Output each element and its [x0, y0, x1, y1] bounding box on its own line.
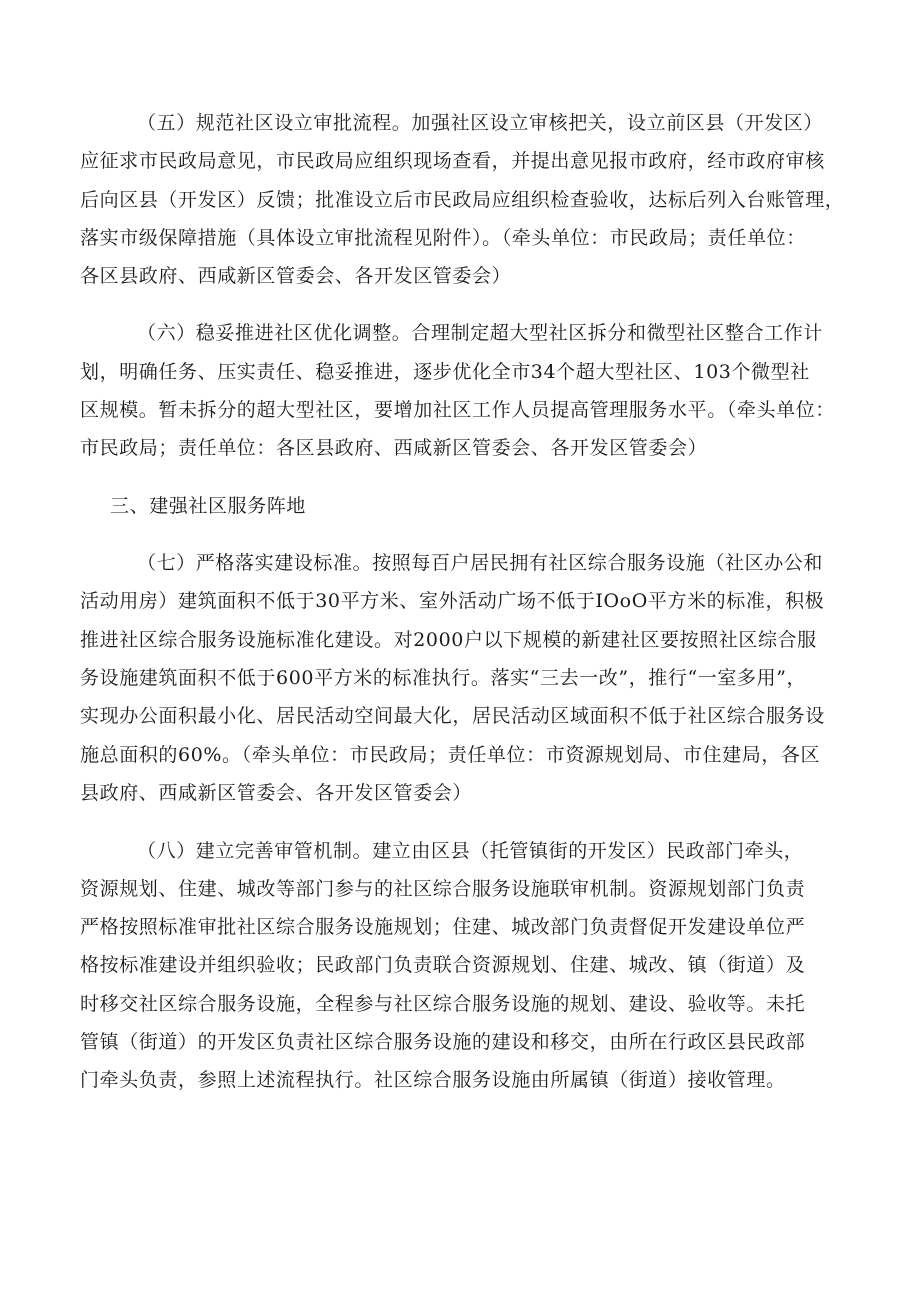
text-line: （八）建立完善审管机制。建立由区县（托管镇街的开发区）民政部门牵头， — [137, 840, 804, 862]
text-line: 推进社区综合服务设施标准化建设。对2000户以下规模的新建社区要按照社区综合服 — [80, 629, 817, 651]
text-line: 市民政局；责任单位：各区县政府、西咸新区管委会、各开发区管委会） — [80, 437, 708, 459]
text-line: 实现办公面积最小化、居民活动空间最大化，居民活动区域面积不低于社区综合服务设 — [80, 705, 825, 727]
text-line: 资源规划、住建、城改等部门参与的社区综合服务设施联审机制。资源规划部门负责 — [80, 878, 806, 900]
text-line: 严格按照标准审批社区综合服务设施规划；住建、城改部门负责督促开发建设单位严 — [80, 916, 806, 938]
text-line: 应征求市民政局意见，市民政局应组织现场查看，并提出意见报市政府，经市政府审核 — [80, 150, 825, 172]
section-heading-text: 三、建强社区服务阵地 — [110, 495, 307, 517]
text-line: 活动用房）建筑面积不低于30平方米、室外活动广场不低于IOoO平方米的标准，积极 — [80, 590, 825, 612]
text-line: 区规模。暂未拆分的超大型社区，要增加社区工作人员提高管理服务水平。（牵头单位： — [80, 399, 835, 421]
text-line: 各区县政府、西咸新区管委会、各开发区管委会） — [80, 265, 512, 287]
text-line: 格按标准建设并组织验收；民政部门负责联合资源规划、住建、城改、镇（街道）及 — [80, 954, 806, 976]
text-line: 务设施建筑面积不低于600平方米的标准执行。落实“三去一改”，推行“一室多用”， — [80, 667, 807, 689]
text-line: （五）规范社区设立审批流程。加强社区设立审核把关，设立前区县（开发区） — [137, 112, 824, 134]
text-line: 管镇（街道）的开发区负责社区综合服务设施的建设和移交，由所在行政区县民政部 — [80, 1031, 806, 1053]
text-line: 划，明确任务、压实责任、稳妥推进，逐步优化全市34个超大型社区、103个微型社 — [80, 361, 810, 383]
text-line: 落实市级保障措施（具体设立审批流程见附件）。（牵头单位：市民政局；责任单位： — [80, 227, 806, 249]
text-line: 时移交社区综合服务设施，全程参与社区综合服务设施的规划、建设、验收等。未托 — [80, 993, 806, 1015]
text-line: 门牵头负责，参照上述流程执行。社区综合服务设施由所属镇（街道）接收管理。 — [80, 1069, 786, 1091]
text-line: 县政府、西咸新区管委会、各开发区管委会） — [80, 782, 473, 804]
text-line: 后向区县（开发区）反馈；批准设立后市民政局应组织检查验收，达标后列入台账管理， — [80, 189, 845, 211]
text-line: （六）稳妥推进社区优化调整。合理制定超大型社区拆分和微型社区整合工作计 — [137, 322, 824, 344]
text-line: 施总面积的60%。（牵头单位：市民政局；责任单位：市资源规划局、市住建局，各区 — [80, 744, 821, 766]
text-line: （七）严格落实建设标准。按照每百户居民拥有社区综合服务设施（社区办公和 — [137, 552, 824, 574]
